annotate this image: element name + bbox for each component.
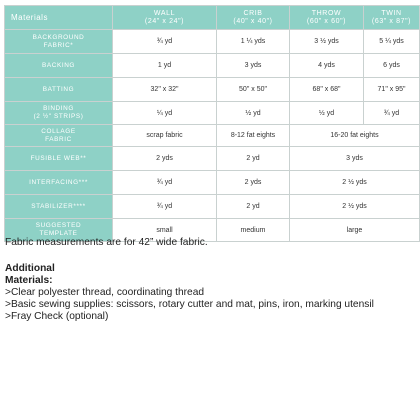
materials-table: [4, 5, 420, 242]
table-cell: 3 ½ yds: [290, 30, 364, 54]
materials-line: >Clear polyester thread, coordinating thread: [5, 287, 205, 298]
row-label-fusible-web: [5, 147, 113, 171]
table-header-row: [5, 6, 420, 30]
table-cell: 32" x 32": [113, 78, 217, 102]
row-label-line: SUGGESTED: [35, 222, 82, 229]
row-label-batting: [5, 78, 113, 102]
header-throw: [290, 6, 364, 30]
materials-line: >Basic sewing supplies: scissors, rotary cutter and mat, pins, iron, marking utensil >Fray Check (optional): [5, 299, 374, 322]
table-cell: 4 yds: [290, 54, 364, 78]
row-label-collage-fabric: [5, 125, 113, 147]
table-cell: 2 ½ yds: [290, 195, 420, 219]
row-label-stabilizer: [5, 195, 113, 219]
row-label-binding: [5, 102, 113, 125]
table-cell: 50" x 50": [217, 78, 290, 102]
table-cell: ¾ yd: [113, 171, 217, 195]
table-cell: ¾ yd: [364, 102, 420, 125]
table-row: [5, 30, 420, 54]
table-row: [5, 171, 420, 195]
table-cell: 71" x 95": [364, 78, 420, 102]
header-crib-dims: (40" x 40"): [233, 18, 273, 25]
table-cell: 2 yds: [113, 147, 217, 171]
table-cell: medium: [217, 219, 290, 242]
table-cell: 3 yds: [290, 147, 420, 171]
table-cell: 8-12 fat eights: [217, 125, 290, 147]
row-label-line: BACKING: [42, 61, 75, 69]
additional-heading: Additional: [5, 263, 55, 274]
row-label-line: STABILIZER****: [31, 202, 86, 210]
table-cell: ¼ yd: [113, 102, 217, 125]
header-wall-name: WALL: [153, 10, 176, 17]
table-cell: ½ yd: [217, 102, 290, 125]
table-row: [5, 102, 420, 125]
fabric-measurement-note: Fabric measurements are for 42” wide fabric.: [5, 237, 208, 248]
table-cell: 3 yds: [217, 54, 290, 78]
table-cell: ¾ yd: [113, 30, 217, 54]
row-label-line: FUSIBLE WEB**: [30, 154, 87, 162]
header-crib-name: CRIB: [243, 10, 263, 17]
table-cell: 1 ¼ yds: [217, 30, 290, 54]
header-twin-dims: (63" x 87"): [371, 18, 412, 25]
row-label-line: BACKGROUND: [32, 33, 85, 41]
table-cell: 2 ½ yds: [290, 171, 420, 195]
row-label-line: FABRIC: [45, 135, 72, 143]
table-cell: ½ yd: [290, 102, 364, 125]
table-cell: 68" x 68": [290, 78, 364, 102]
header-throw-dims: (60" x 60"): [306, 18, 347, 25]
header-twin-name: TWIN: [381, 10, 402, 17]
row-label-background-fabric: [5, 30, 113, 54]
header-wall: [113, 6, 217, 30]
row-label-line: (2 ½" STRIPS): [33, 113, 84, 120]
table-cell: 2 yd: [217, 147, 290, 171]
row-label-line: BINDING: [43, 105, 74, 112]
row-label-line: FABRIC*: [43, 41, 74, 49]
table-cell: ¾ yd: [113, 195, 217, 219]
materials-heading: Materials:: [5, 275, 53, 286]
table-row: [5, 54, 420, 78]
table-cell: small: [113, 219, 217, 242]
row-label-line: COLLAGE: [41, 127, 76, 135]
table-cell: 2 yd: [217, 195, 290, 219]
table-row: [5, 78, 420, 102]
table-cell: scrap fabric: [113, 125, 217, 147]
row-label-line: TEMPLATE: [39, 230, 78, 237]
header-twin: [364, 6, 420, 30]
table-row: [5, 125, 420, 147]
table-cell: 2 yds: [217, 171, 290, 195]
row-label-line: INTERFACING***: [29, 178, 88, 186]
row-label-interfacing: [5, 171, 113, 195]
header-wall-dims: (24" x 24"): [144, 18, 185, 25]
header-materials: Materials: [5, 6, 113, 30]
table-row: [5, 195, 420, 219]
table-cell: large: [290, 219, 420, 242]
notes-section: [5, 237, 395, 323]
table-cell: 6 yds: [364, 54, 420, 78]
row-label-line: BATTING: [42, 85, 75, 93]
header-throw-name: THROW: [311, 10, 342, 17]
table-row: [5, 147, 420, 171]
table-cell: 5 ¼ yds: [364, 30, 420, 54]
table-cell: 1 yd: [113, 54, 217, 78]
row-label-backing: [5, 54, 113, 78]
header-crib: [217, 6, 290, 30]
table-cell: 16-20 fat eights: [290, 125, 420, 147]
